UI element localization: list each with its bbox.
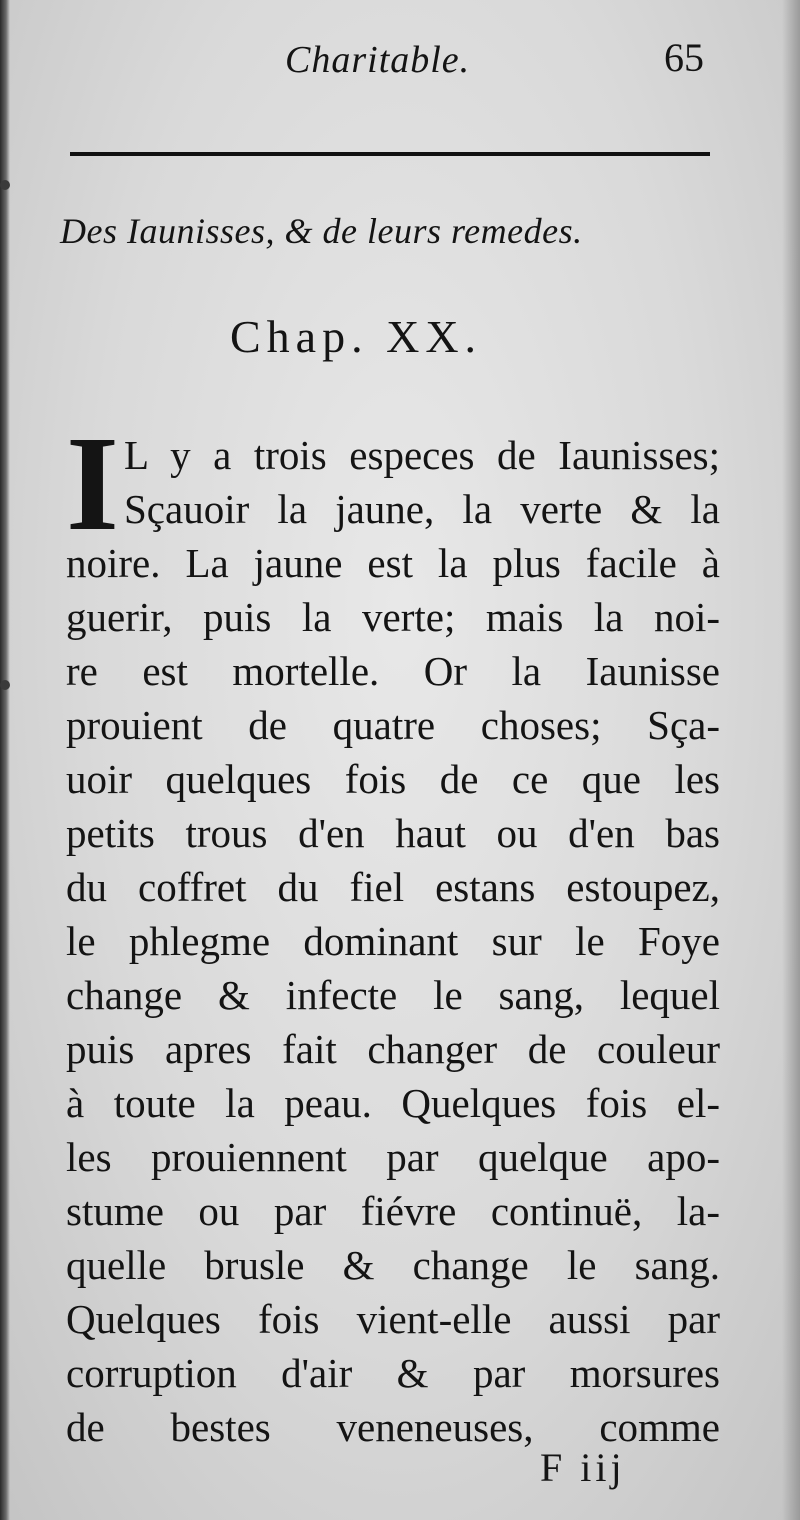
body-line: guerir, puis la verte; mais la noi- bbox=[66, 594, 720, 640]
chapter-subtitle: Des Iaunisses, & de leurs remedes. bbox=[60, 211, 583, 251]
drop-cap: I bbox=[66, 409, 119, 559]
header-rule bbox=[70, 152, 710, 156]
signature-mark: F iij bbox=[540, 1445, 626, 1490]
page-edge bbox=[782, 0, 800, 1520]
body-line: le phlegme dominant sur le Foye bbox=[66, 918, 720, 964]
body-line: Sçauoir la jaune, la verte & la bbox=[124, 486, 720, 532]
page-number: 65 bbox=[664, 35, 704, 80]
body-line: quelle brusle & change le sang. bbox=[66, 1242, 720, 1288]
body-line: change & infecte le sang, lequel bbox=[66, 972, 720, 1018]
body-line: L y a trois especes de Iaunisses; bbox=[124, 432, 720, 478]
body-line: Quelques fois vient-elle aussi par bbox=[66, 1296, 720, 1342]
binding-hole bbox=[0, 180, 10, 190]
body-line: du coffret du fiel estans estoupez, bbox=[66, 864, 720, 910]
body-line: puis apres fait changer de couleur bbox=[66, 1026, 720, 1072]
body-line: petits trous d'en haut ou d'en bas bbox=[66, 810, 720, 856]
body-line: prouient de quatre choses; Sça- bbox=[66, 702, 720, 748]
running-head: Charitable. bbox=[285, 39, 471, 81]
body-line: de bestes veneneuses, comme bbox=[66, 1404, 720, 1450]
body-line: corruption d'air & par morsures bbox=[66, 1350, 720, 1396]
binding-edge bbox=[0, 0, 10, 1520]
body-line: re est mortelle. Or la Iaunisse bbox=[66, 648, 720, 694]
body-line: noire. La jaune est la plus facile à bbox=[66, 540, 720, 586]
binding-hole bbox=[0, 680, 10, 690]
body-line: uoir quelques fois de ce que les bbox=[66, 756, 720, 802]
body-line: à toute la peau. Quelques fois el- bbox=[66, 1080, 720, 1126]
body-line: stume ou par fiévre continuë, la- bbox=[66, 1188, 720, 1234]
body-line: les prouiennent par quelque apo- bbox=[66, 1134, 720, 1180]
chapter-heading: Chap. XX. bbox=[230, 311, 483, 362]
